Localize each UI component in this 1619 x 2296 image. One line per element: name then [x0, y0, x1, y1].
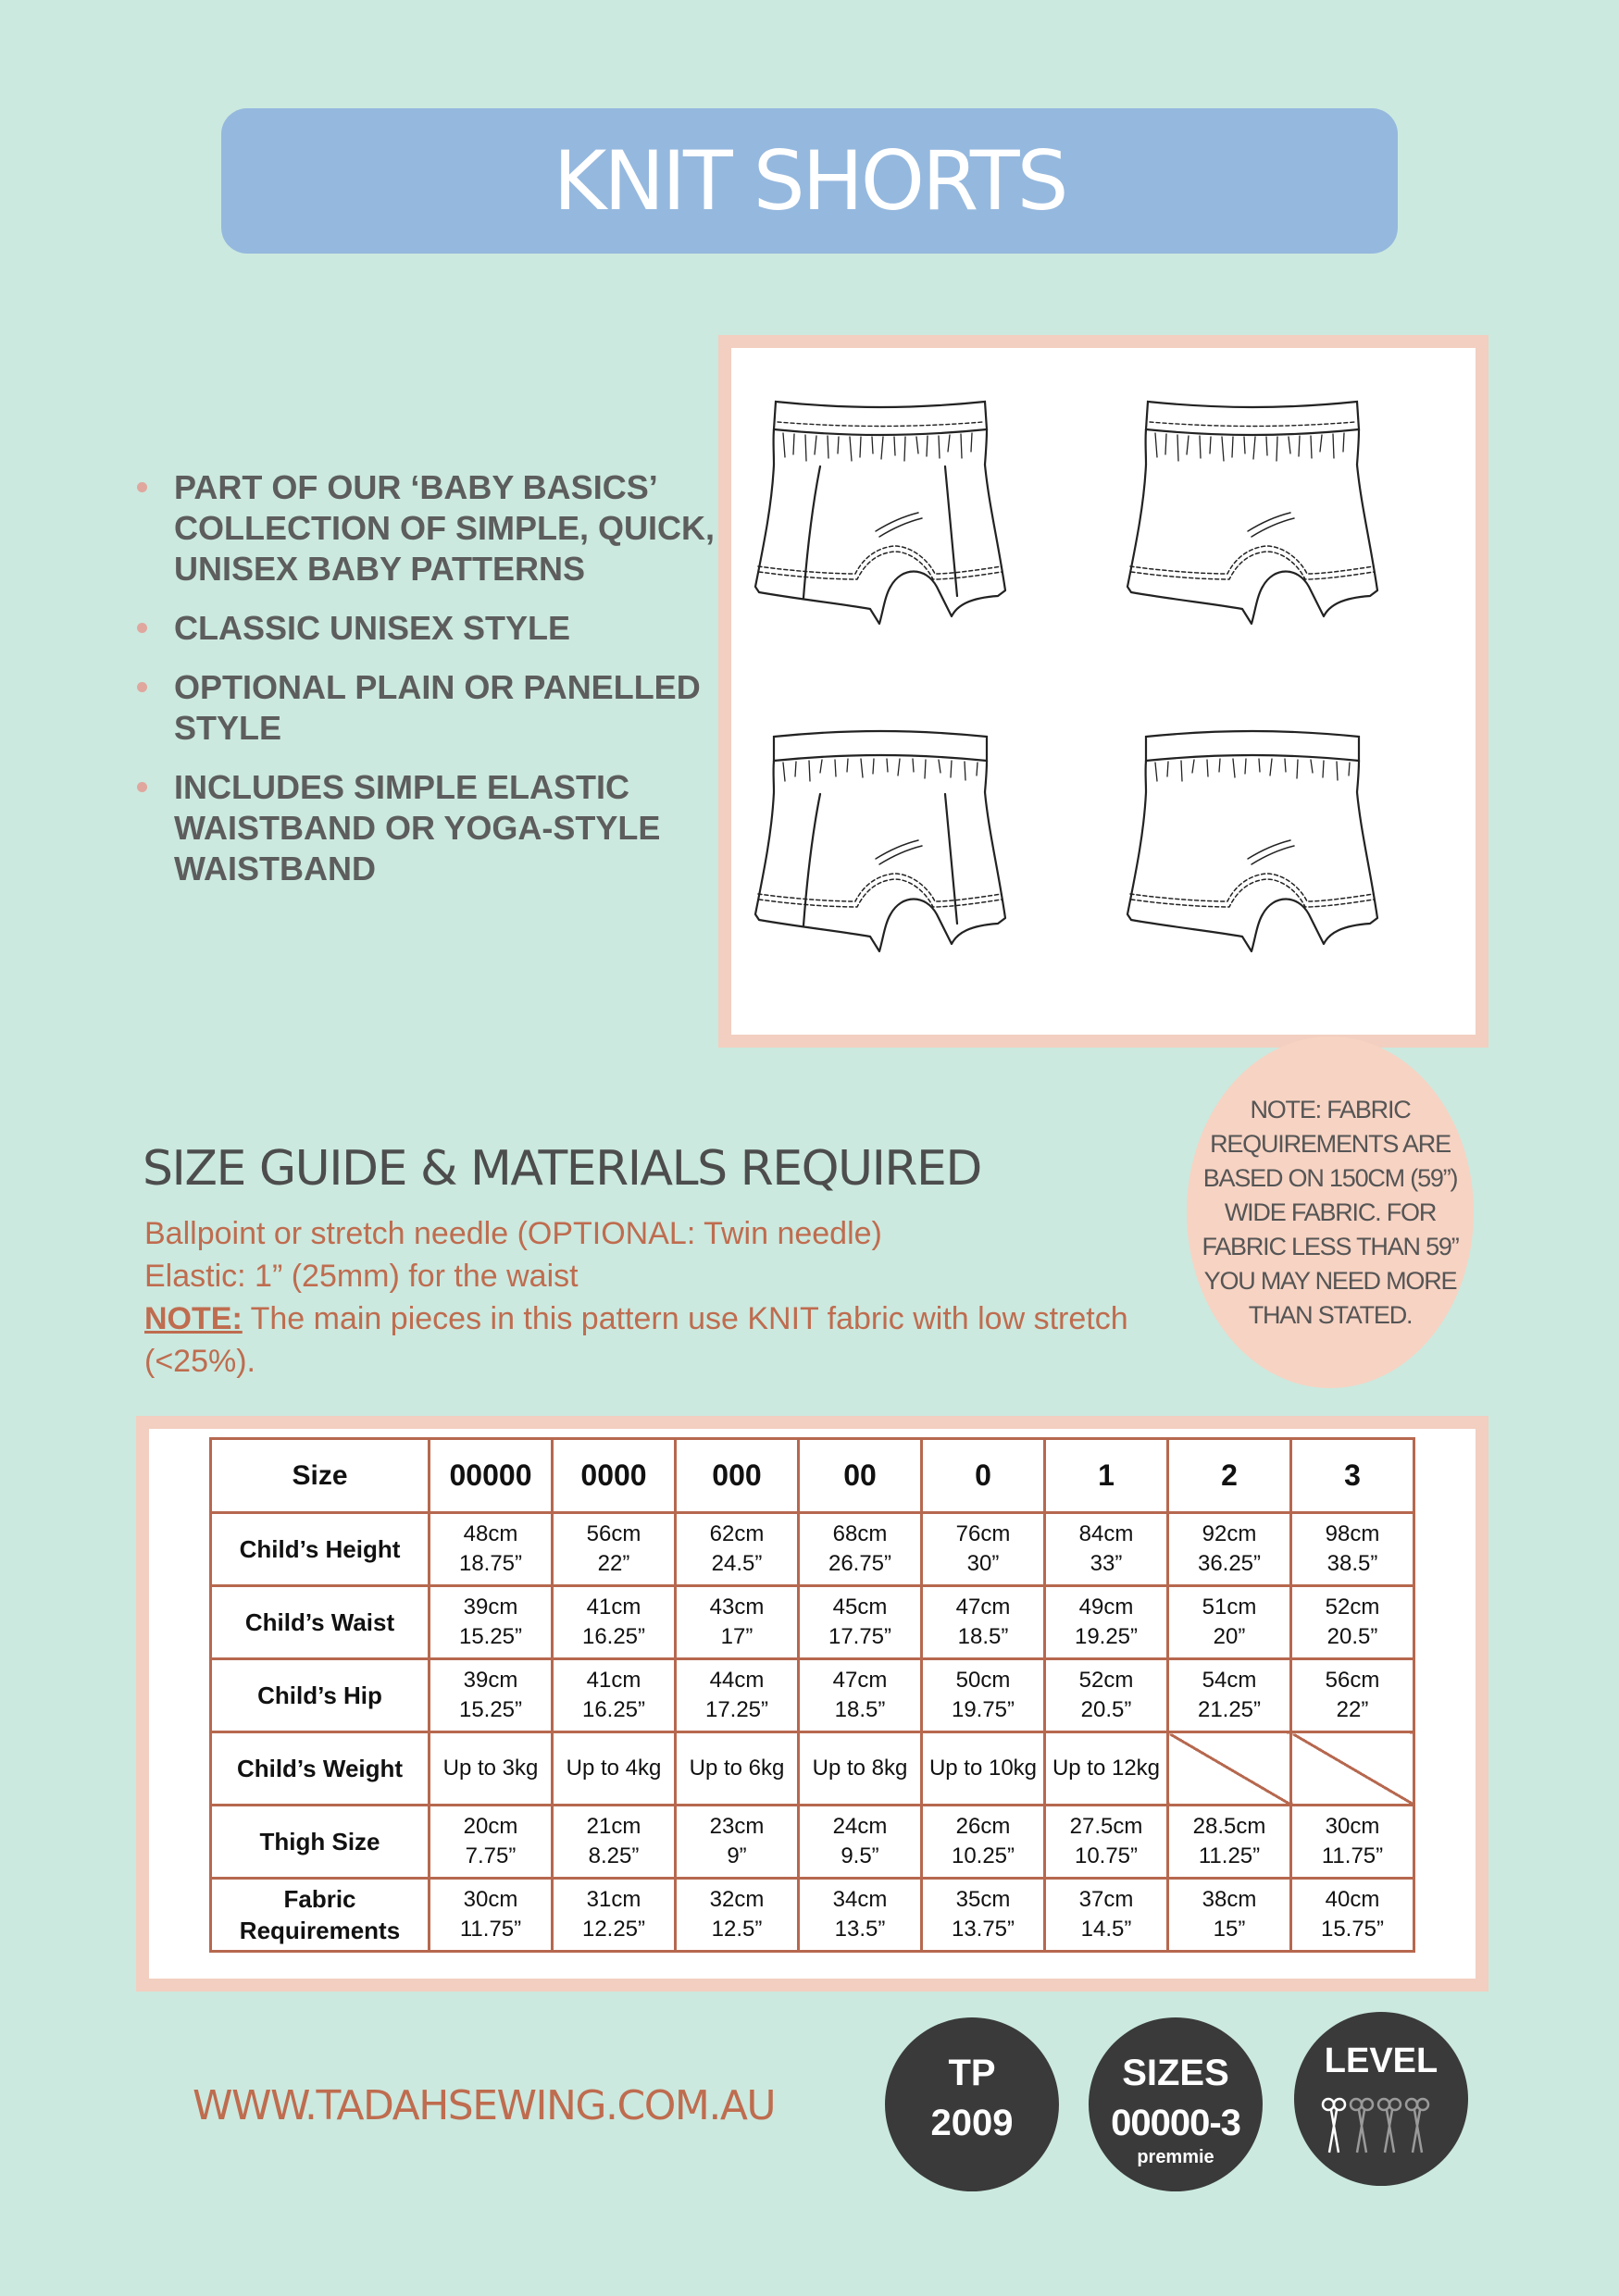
cell-value: 20.5” — [1080, 1697, 1132, 1722]
size-header-row — [211, 1439, 1414, 1513]
cell-value: 47cm — [955, 1595, 1011, 1620]
cell-value: 31cm — [586, 1887, 641, 1912]
cell-value: 19.25” — [1074, 1624, 1139, 1649]
table-cell — [430, 1586, 553, 1659]
size-header-cell: 2 — [1168, 1439, 1291, 1513]
table-cell — [553, 1806, 676, 1879]
cell-value: 52cm — [1325, 1595, 1380, 1620]
cell-value: 20cm — [463, 1814, 518, 1839]
cell-value: 45cm — [832, 1595, 888, 1620]
cell-value: 39cm — [463, 1595, 518, 1620]
table-cell — [1291, 1513, 1414, 1586]
table-cell — [1291, 1806, 1414, 1879]
cell-value: 33” — [1090, 1551, 1123, 1576]
illustration-frame — [718, 335, 1488, 1048]
size-header-cell: 00 — [799, 1439, 922, 1513]
note-text: The main pieces in this pattern use KNIT fabric with low stretch (<25%). — [144, 1301, 1128, 1379]
cell-value: 36.25” — [1197, 1551, 1262, 1576]
website-link[interactable]: WWW.TADAHSEWING.COM.AU — [193, 2082, 776, 2129]
cell-value: 44cm — [709, 1668, 765, 1693]
table-cell — [676, 1806, 799, 1879]
table-cell — [922, 1586, 1045, 1659]
cell-value: Up to 12kg — [1052, 1756, 1161, 1781]
pattern-number-badge: TP 2009 — [885, 2017, 1059, 2191]
feature-list — [130, 467, 722, 908]
note-label: NOTE: — [144, 1301, 243, 1336]
cell-value: Up to 4kg — [566, 1756, 662, 1781]
table-cell — [553, 1659, 676, 1732]
table-cell — [430, 1659, 553, 1732]
table-cell — [1045, 1732, 1168, 1806]
table-row — [211, 1659, 1414, 1732]
row-label: Child’s Weight — [211, 1732, 430, 1806]
cell-value: 18.75” — [458, 1551, 523, 1576]
cell-value: 14.5” — [1080, 1917, 1132, 1942]
size-table — [209, 1437, 1415, 1953]
cell-value: 12.25” — [581, 1917, 646, 1942]
cell-value: 92cm — [1202, 1521, 1257, 1546]
table-cell — [799, 1659, 922, 1732]
cell-value: 37cm — [1078, 1887, 1134, 1912]
scissors-icon — [1351, 2099, 1373, 2153]
row-label: Child’s Height — [211, 1513, 430, 1586]
table-cell — [1045, 1806, 1168, 1879]
cell-value: 19.75” — [951, 1697, 1015, 1722]
feature-item: INCLUDES SIMPLE ELASTIC WAISTBAND OR YOGA-STYLE WAISTBAND — [130, 767, 722, 889]
cell-value: 22” — [597, 1551, 630, 1576]
cell-value: 56cm — [1325, 1668, 1380, 1693]
table-cell — [676, 1586, 799, 1659]
cell-value: 8.25” — [588, 1843, 640, 1868]
table-cell — [799, 1513, 922, 1586]
table-cell — [553, 1586, 676, 1659]
cell-value: 41cm — [586, 1595, 641, 1620]
cell-value: 10.75” — [1074, 1843, 1139, 1868]
cell-value: 48cm — [463, 1521, 518, 1546]
size-header-cell: 1 — [1045, 1439, 1168, 1513]
table-cell — [1168, 1879, 1291, 1952]
row-label: Child’s Waist — [211, 1586, 430, 1659]
cell-value: 84cm — [1078, 1521, 1134, 1546]
cell-value: 17” — [720, 1624, 753, 1649]
shorts-line-drawings — [731, 348, 1476, 1035]
cell-value: 47cm — [832, 1668, 888, 1693]
table-cell — [430, 1513, 553, 1586]
cell-value: 16.25” — [581, 1697, 646, 1722]
cell-value: 30” — [966, 1551, 1000, 1576]
cell-value: 54cm — [1202, 1668, 1257, 1693]
cell-value: 17.25” — [704, 1697, 769, 1722]
cell-value: Up to 10kg — [928, 1756, 1038, 1781]
cell-value: Up to 8kg — [812, 1756, 908, 1781]
table-row — [211, 1732, 1414, 1806]
table-cell — [676, 1732, 799, 1806]
table-cell — [676, 1659, 799, 1732]
table-cell — [1291, 1659, 1414, 1732]
table-cell — [1291, 1879, 1414, 1952]
table-row — [211, 1806, 1414, 1879]
table-cell — [922, 1659, 1045, 1732]
table-cell — [1291, 1586, 1414, 1659]
table-cell — [676, 1879, 799, 1952]
table-cell — [922, 1732, 1045, 1806]
cell-value: 30cm — [463, 1887, 518, 1912]
materials-elastic: Elastic: 1” (25mm) for the waist — [144, 1259, 579, 1294]
table-cell — [799, 1732, 922, 1806]
cell-value: 62cm — [709, 1521, 765, 1546]
cell-value: Up to 6kg — [689, 1756, 785, 1781]
size-table-frame — [136, 1416, 1488, 1992]
cell-value: 52cm — [1078, 1668, 1134, 1693]
table-cell — [799, 1879, 922, 1952]
cell-value: 49cm — [1078, 1595, 1134, 1620]
cell-value: 51cm — [1202, 1595, 1257, 1620]
cell-value: 68cm — [832, 1521, 888, 1546]
cell-value: 24.5” — [711, 1551, 763, 1576]
title-banner — [221, 108, 1398, 254]
table-cell — [1045, 1879, 1168, 1952]
cell-value: 24cm — [832, 1814, 888, 1839]
cell-value: 21cm — [586, 1814, 641, 1839]
cell-value: 13.5” — [834, 1917, 886, 1942]
row-label: Thigh Size — [211, 1806, 430, 1879]
cell-value: 15.75” — [1320, 1917, 1385, 1942]
scissors-icon — [1323, 2099, 1345, 2153]
cell-value: 9” — [727, 1843, 747, 1868]
cell-value: 9.5” — [841, 1843, 879, 1868]
size-header-cell: 0000 — [553, 1439, 676, 1513]
page-title: KNIT SHORTS — [553, 133, 1066, 229]
table-cell — [1168, 1513, 1291, 1586]
shorts-illustrations — [731, 348, 1476, 1035]
feature-item: OPTIONAL PLAIN OR PANELLED STYLE — [130, 667, 722, 749]
table-cell — [1045, 1513, 1168, 1586]
size-header-cell: 000 — [676, 1439, 799, 1513]
cell-value: 41cm — [586, 1668, 641, 1693]
cell-value: 18.5” — [834, 1697, 886, 1722]
table-cell — [1045, 1659, 1168, 1732]
size-header-cell: 0 — [922, 1439, 1045, 1513]
shorts-yoga-panelled — [755, 731, 1005, 951]
materials-note — [144, 1297, 1172, 1383]
cell-value: 11.75” — [1321, 1843, 1384, 1868]
cell-value: 22” — [1336, 1697, 1369, 1722]
sizes-badge: SIZES 00000-3 premmie — [1089, 2017, 1263, 2191]
cell-value: 38.5” — [1326, 1551, 1378, 1576]
cell-value: 21.25” — [1197, 1697, 1262, 1722]
cell-value: 15.25” — [458, 1624, 523, 1649]
scissors-icon — [1406, 2099, 1428, 2153]
shorts-yoga-plain — [1127, 731, 1377, 951]
cell-value: 26cm — [955, 1814, 1011, 1839]
table-cell — [553, 1513, 676, 1586]
level-badge: LEVEL — [1294, 2012, 1468, 2186]
table-cell — [799, 1586, 922, 1659]
cell-value: 40cm — [1325, 1887, 1380, 1912]
row-label: Child’s Hip — [211, 1659, 430, 1732]
cell-value: 32cm — [709, 1887, 765, 1912]
cell-value: 18.5” — [957, 1624, 1009, 1649]
size-header-label: Size — [211, 1439, 430, 1513]
feature-item: CLASSIC UNISEX STYLE — [130, 608, 722, 649]
table-cell — [1168, 1586, 1291, 1659]
table-cell — [1168, 1806, 1291, 1879]
cell-value: 7.75” — [465, 1843, 517, 1868]
table-cell — [922, 1513, 1045, 1586]
cell-value: 30cm — [1325, 1814, 1380, 1839]
cell-value: 27.5cm — [1069, 1814, 1143, 1839]
table-cell — [1168, 1659, 1291, 1732]
cell-value: 20.5” — [1326, 1624, 1378, 1649]
cell-value: 35cm — [955, 1887, 1011, 1912]
size-header-cell: 00000 — [430, 1439, 553, 1513]
table-row — [211, 1586, 1414, 1659]
cell-value: 16.25” — [581, 1624, 646, 1649]
shorts-elastic-panelled — [755, 402, 1005, 624]
table-cell — [430, 1879, 553, 1952]
table-cell — [922, 1879, 1045, 1952]
cell-value: 20” — [1213, 1624, 1246, 1649]
table-cell — [430, 1806, 553, 1879]
fabric-note-text: NOTE: FABRIC REQUIREMENTS ARE BASED ON 150CM (59”) WIDE FABRIC. FOR FABRIC LESS THAN 59” YOU MAY NEED MORE THAN STATED. — [1202, 1095, 1459, 1329]
cell-value: Up to 3kg — [442, 1756, 539, 1781]
scissors-icon — [1378, 2099, 1401, 2153]
table-cell — [553, 1732, 676, 1806]
cell-value: 50cm — [955, 1668, 1011, 1693]
table-cell — [1291, 1732, 1414, 1806]
table-cell — [1168, 1732, 1291, 1806]
materials-needle: Ballpoint or stretch needle (OPTIONAL: Twin needle) — [144, 1216, 882, 1251]
cell-value: 38cm — [1202, 1887, 1257, 1912]
cell-value: 13.75” — [951, 1917, 1015, 1942]
table-cell — [1045, 1586, 1168, 1659]
table-cell — [676, 1513, 799, 1586]
cell-value: 56cm — [586, 1521, 641, 1546]
cell-value: 15” — [1213, 1917, 1246, 1942]
cell-value: 12.5” — [711, 1917, 763, 1942]
feature-item: PART OF OUR ‘BABY BASICS’ COLLECTION OF SIMPLE, QUICK, UNISEX BABY PATTERNS — [130, 467, 722, 590]
shorts-elastic-plain — [1127, 402, 1377, 624]
cell-value: 43cm — [709, 1595, 765, 1620]
materials-list — [144, 1212, 1172, 1383]
cell-value: 17.75” — [828, 1624, 892, 1649]
cell-value: 23cm — [709, 1814, 765, 1839]
table-cell — [553, 1879, 676, 1952]
row-label: Fabric Requirements — [211, 1879, 430, 1952]
cell-value: 98cm — [1325, 1521, 1380, 1546]
table-cell — [430, 1732, 553, 1806]
size-header-cell: 3 — [1291, 1439, 1414, 1513]
fabric-note-circle — [1187, 1036, 1474, 1388]
cell-value: 28.5cm — [1192, 1814, 1266, 1839]
cell-value: 34cm — [832, 1887, 888, 1912]
table-row — [211, 1513, 1414, 1586]
table-cell — [799, 1806, 922, 1879]
cell-value: 11.25” — [1198, 1843, 1261, 1868]
scissors-icon-row — [1321, 2093, 1441, 2158]
cell-value: 76cm — [955, 1521, 1011, 1546]
table-cell — [922, 1806, 1045, 1879]
section-title: SIZE GUIDE & MATERIALS REQUIRED — [143, 1141, 981, 1197]
table-row — [211, 1879, 1414, 1952]
cell-value: 11.75” — [459, 1917, 522, 1942]
cell-value: 10.25” — [951, 1843, 1015, 1868]
cell-value: 39cm — [463, 1668, 518, 1693]
cell-value: 26.75” — [828, 1551, 892, 1576]
cell-value: 15.25” — [458, 1697, 523, 1722]
